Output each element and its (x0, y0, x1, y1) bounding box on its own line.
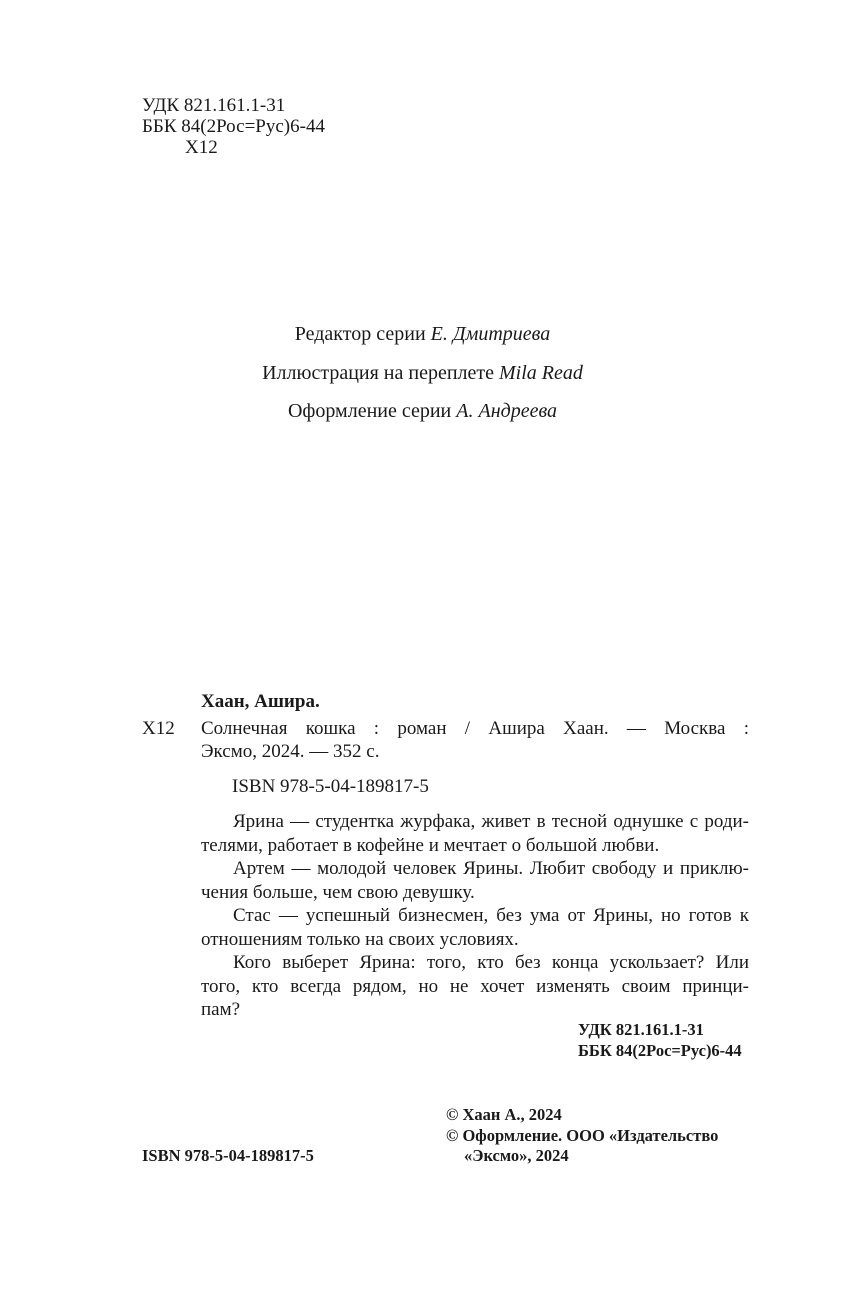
credit-series-design (0, 400, 845, 423)
catalog-author-sign: Х12 (142, 718, 175, 739)
bottom-isbn: ISBN 978-5-04-189817-5 (142, 1146, 314, 1165)
credit-name: Е. Дмитриева (430, 323, 551, 345)
annotation-paragraph: Кого выберет Ярина: того, кто без конца ускользает? Или того, кто всегда рядом, но не хочет изменять своим принци- пам? (201, 952, 749, 1020)
credit-series-editor (0, 323, 845, 346)
catalog-title-line1: Солнечная кошка : роман / Ашира Хаан. — Москва : (201, 718, 749, 739)
copyright-publisher: «Эксмо», 2024 (464, 1146, 569, 1165)
catalog-title-line2: Эксмо, 2024. — 352 с. (201, 741, 380, 762)
annotation-paragraph: Стас — успешный бизнесмен, без ума от Ярины, но готов к отношениям только на своих условиях. (201, 905, 749, 950)
credit-role: Оформление серии (287, 400, 452, 422)
bottom-bbk: ББК 84(2Рос=Рус)6-44 (578, 1041, 742, 1060)
copyright-author: © Хаан А., 2024 (446, 1105, 562, 1124)
credit-role: Иллюстрация на переплете (262, 362, 495, 384)
credit-name: Mila Read (499, 362, 583, 384)
top-author-sign: Х12 (185, 137, 218, 158)
credit-cover-illustration (0, 362, 845, 385)
credit-name: А. Андреева (456, 400, 558, 422)
bottom-udk: УДК 821.161.1-31 (578, 1020, 704, 1039)
credit-role: Редактор серии (294, 323, 426, 345)
annotation (201, 810, 749, 1022)
annotation-paragraph: Ярина — студентка журфака, живет в тесной однушке с роди- телями, работает в кофейне и мечтает о большой любви. (201, 811, 749, 856)
catalog-isbn: ISBN 978-5-04-189817-5 (232, 776, 429, 797)
top-udk: УДК 821.161.1-31 (142, 95, 286, 116)
catalog-author-heading: Хаан, Ашира. (201, 691, 320, 712)
annotation-paragraph: Артем — молодой человек Ярины. Любит свободу и приклю- чения больше, чем свою девушку. (201, 858, 749, 903)
top-bbk: ББК 84(2Рос=Рус)6-44 (142, 116, 325, 137)
copyright-design: © Оформление. ООО «Издательство (446, 1126, 719, 1145)
